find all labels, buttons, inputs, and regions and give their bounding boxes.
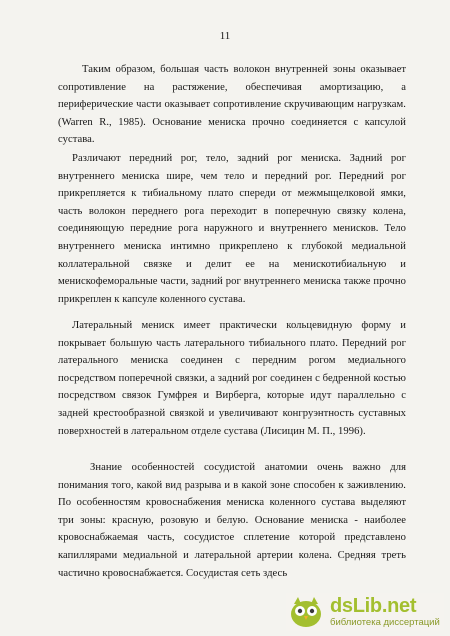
paragraph-4: Знание особенностей сосудистой анатомии очень важно для понимания того, какой вид разрыва и в какой зоне способен к заживлению. По особенностям кровоснабжения мениска коленного сустава выделяют три зоны: красную, розовую и белую. Основание мениска - наиболее кровоснабжаемая часть, сосудистое сплетение которой представлено капиллярами медиальной и латеральной артерии колена. Средняя треть частично кровоснабжается. Сосудистая сеть здесь xyxy=(58,462,406,579)
watermark-subtitle: библиотека диссертаций xyxy=(330,617,440,629)
paragraph-2: Различают передний рог, тело, задний рог мениска. Задний рог внутреннего мениска шире, чем тело и передний рог. Передний рог прикрепляется к тибиальному плато спереди от межмыщелковой ямки, часть волокон переднего рога переходит в поперечную связку колена, соединяющую передние рога наружного и внутреннего менисков. Тело внутреннего мениска интимно прикреплено к глубокой медиальной коллатеральной связке и делит ее на менискотибиальную и менискофеморальные части, задний рог внутреннего мениска также прочно прикреплен к капсуле коленного сустава. xyxy=(58,153,406,305)
page-number: 11 xyxy=(219,30,231,42)
watermark-name: dsLib.net xyxy=(330,595,417,618)
paragraph-3: Латеральный мениск имеет практически кольцевидную форму и покрывает большую часть латерального тибиального плато. Передний рог латерального мениска соединен с передним рогом медиального посредством поперечной связки, а задний рог соединен с бедренной костью посредством связок Гумфрея и Вирберга, которые идут параллельно с задней крестообразной связкой и увеличивают конгруэнтность суставных поверхностей в латеральном отделе сустава (Лисицин М. П., 1996). xyxy=(58,320,406,437)
paragraph-1: Таким образом, большая часть волокон внутренней зоны оказывает сопротивление на растяжение, обеспечивая амортизацию, а периферические части оказывает сопротивление скручивающим нагрузкам. (Warren R., 1985). Основание мениска прочно соединяется с капсулой сустава. xyxy=(58,64,406,146)
owl-logo-icon xyxy=(286,595,326,629)
dslib-watermark[interactable] xyxy=(286,593,444,631)
